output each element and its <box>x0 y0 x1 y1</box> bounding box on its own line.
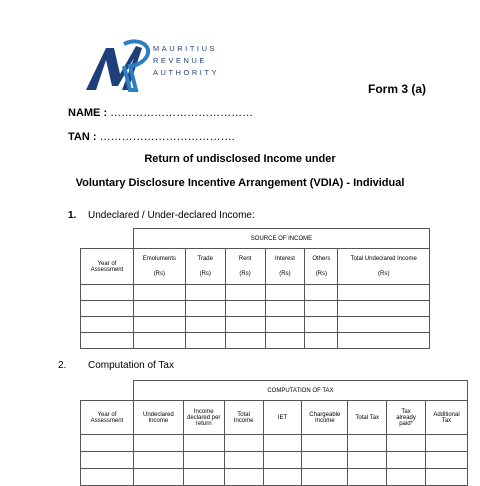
col-undeclared-income: Undeclared Income <box>133 401 183 435</box>
section2-heading: Computation of Tax <box>88 360 174 371</box>
computation-of-tax-table <box>80 380 468 486</box>
org-line: AUTHORITY <box>153 68 220 77</box>
col-year-of-assessment: Year of Assessment <box>81 401 134 435</box>
tan-field <box>68 131 235 143</box>
org-line: REVENUE <box>153 56 207 65</box>
section2-number: 2. <box>58 360 67 371</box>
source-of-income-table <box>80 228 430 349</box>
table-row <box>81 317 430 333</box>
col-total-tax: Total Tax <box>348 401 387 435</box>
table-row <box>81 301 430 317</box>
mra-logo <box>84 38 154 94</box>
org-name <box>153 43 219 79</box>
name-value: ………………………………… <box>110 107 254 119</box>
table-row <box>81 435 468 452</box>
section1-number: 1. <box>68 210 77 221</box>
group-header: SOURCE OF INCOME <box>133 229 429 249</box>
table-row <box>81 285 430 301</box>
col-year-of-assessment: Year of Assessment <box>81 249 134 285</box>
col-total-income: Total Income <box>224 401 263 435</box>
tan-label: TAN : <box>68 131 97 143</box>
col-total-undeclared-income: Total Undeclared Income (Rs) <box>338 249 430 285</box>
title-line-2: Voluntary Disclosure Incentive Arrangement (VDIA) - Individual <box>75 177 405 189</box>
section1-heading: Undeclared / Under-declared Income: <box>88 210 255 221</box>
col-iet: IET <box>263 401 302 435</box>
col-rent: Rent (Rs) <box>225 249 265 285</box>
col-trade: Trade (Rs) <box>185 249 225 285</box>
form-number: Form 3 (a) <box>368 82 427 96</box>
name-field <box>68 107 253 119</box>
title-line-1: Return of undisclosed Income under <box>144 153 336 165</box>
table-row <box>81 452 468 469</box>
org-line: MAURITIUS <box>153 44 218 53</box>
col-emoluments: Emoluments (Rs) <box>133 249 185 285</box>
col-income-declared-per-return: Income declared per return <box>183 401 224 435</box>
col-tax-already-paid: Tax already paid* <box>387 401 426 435</box>
group-header: COMPUTATION OF TAX <box>133 381 467 401</box>
col-others: Others (Rs) <box>305 249 338 285</box>
col-additional-tax: Additional Tax <box>426 401 468 435</box>
name-label: NAME : <box>68 107 108 119</box>
col-chargeable-income: Chargeable Income <box>302 401 348 435</box>
col-interest: Interest (Rs) <box>265 249 305 285</box>
table-row <box>81 469 468 486</box>
tan-value: ………………………………. <box>99 131 235 143</box>
table-row <box>81 333 430 349</box>
